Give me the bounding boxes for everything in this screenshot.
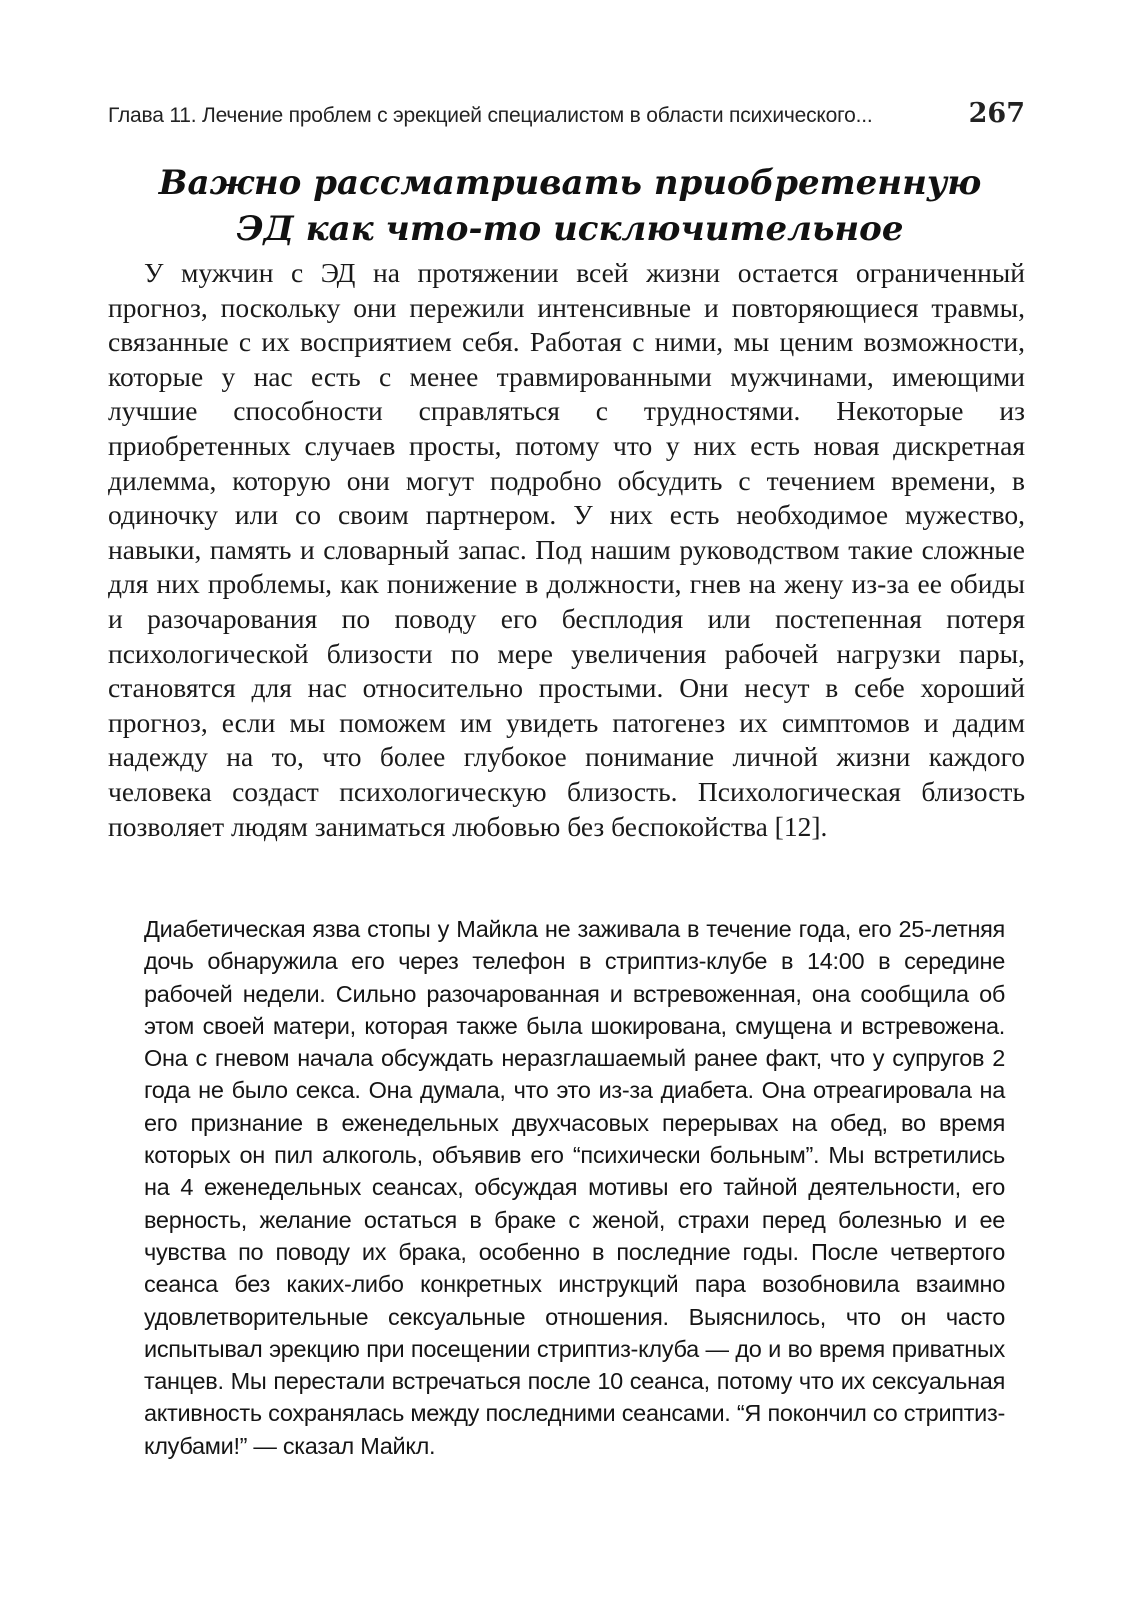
body-paragraph: У мужчин с ЭД на протяжении всей жизни остается ограниченный прогноз, поскольку они пережили интенсивные и повторяющиеся травмы, связанные с их восприятием себя. Работая с ними, мы ценим возможности, которые у нас есть с менее травмированными мужчинами, имеющими лучшие способности справляться с трудностями. Некоторые из приобретенных случаев просты, потому что у них есть новая дискретная дилемма, которую они могут подробно обсудить с течением времени, в одиночку или со своим партнером. У них есть необходимое мужество, навыки, память и словарный запас. Под нашим руководством такие сложные для них проблемы, как понижение в должности, гнев на жену из-за ее обиды и разочарования по поводу его бесплодия или постепенная потеря психологической близости по мере увеличения рабочей нагрузки пары, становятся для нас относительно простыми. Они несут в себе хороший прогноз, если мы поможем им увидеть патогенез их симптомов и дадим надежду на то, что более глубокое понимание личной жизни каждого человека создаст психологическую близость. Психологическая близость позволяет людям заниматься любовью без беспокойства [12]. bbox=[108, 257, 1025, 842]
page-number: 267 bbox=[968, 98, 1025, 129]
case-study-text: Диабетическая язва стопы у Майкла не заживала в течение года, его 25-летняя дочь обнаружила его через телефон в стриптиз-клубе в 14:00 в середине рабочей недели. Сильно разочарованная и встревоженная, она сообщила об этом своей матери, которая также была шокирована, смущена и встревожена. Она с гневом начала обсуждать неразглашаемый ранее факт, что у супругов 2 года не было секса. Она думала, что это из-за диабета. Она отреагировала на его признание в еженедельных двухчасовых перерывах на обед, во время которых он пил алкоголь, объявив его “психически больным”. Мы встретились на 4 еженедельных сеансах, обсуждая мотивы его тайной деятельности, его верность, желание остаться в браке с женой, страхи перед болезнью и ее чувства по поводу их брака, особенно в последние годы. После четвертого сеанса без каких-либо конкретных инструкций пара возобновила взаимно удовлетворительные сексуальные отношения. Выяснилось, что он часто испытывал эрекцию при посещении стриптиз-клуба — до и во время приватных танцев. Мы перестали встречаться после 10 сеанса, потому что их сексуальная активность сохранялась между последними сеансами. “Я покончил со стриптиз-клубами!” — сказал Майкл. bbox=[144, 916, 1005, 1459]
section-heading-line-1: Важно рассматривать приобретенную bbox=[158, 163, 982, 203]
section-heading bbox=[60, 160, 1080, 252]
chapter-title: Глава 11. Лечение проблем с эрекцией специалистом в области психического... bbox=[108, 104, 873, 127]
section-heading-line-2: ЭД как что-то исключительное bbox=[236, 209, 904, 249]
running-header bbox=[108, 98, 1025, 138]
